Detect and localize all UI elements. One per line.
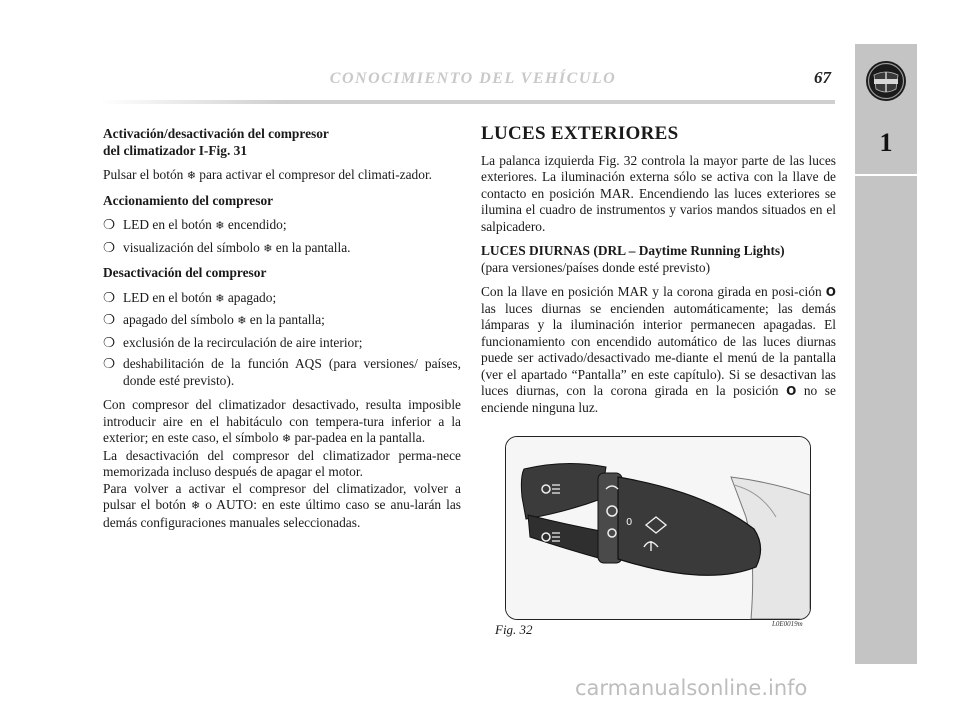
list-item: ❍ visualización del símbolo ❄ en la pantalla. [103, 239, 351, 255]
figure-caption: Fig. 32 [495, 622, 533, 637]
bullet-icon: ❍ [103, 334, 116, 350]
page-number: 67 [814, 68, 831, 87]
watermark: carmanualsonline.info [575, 676, 808, 700]
left-column [103, 126, 461, 539]
header-rule [100, 100, 835, 104]
right-column [481, 123, 836, 424]
off-position-icon: O [825, 285, 836, 299]
section-title: LUCES EXTERIORES [481, 123, 679, 144]
compressor-icon: ❄ [281, 432, 292, 445]
bullet-icon: ❍ [103, 217, 116, 232]
paragraph-drl: Con la llave en posición MAR y la corona girada en posi-ción O las luces diurnas se encienden automáticamente; las demás lámparas y la iluminación interior permanecen apagadas. El funcionamiento con encendido automático de las luces diurnas puede ser activado/desactivado me-diante el menú de la pantalla (ver el apartado “Pantalla” en este capítulo). Si se desactivan las luces diurnas, con la corona girada en la posición O no se enciende ninguna luz. [481, 284, 836, 415]
paragraph-press-button: Pulsar el botón ❄ para activar el compresor del climati-zador. [103, 167, 433, 182]
compressor-icon: ❄ [215, 291, 225, 305]
light-stalk-illustration [506, 437, 810, 619]
list-item: ❍ LED en el botón ❄ apagado; [103, 289, 277, 305]
running-header-title: CONOCIMIENTO DEL VEHÍCULO [329, 70, 617, 87]
paragraph-compressor-off: Con compresor del climatizador desactivado, resulta imposible introducir aire en el habitáculo con tempera-tura inferior a la exterior; en este caso, el símbolo ❄ par-padea en la pantalla. [103, 397, 461, 445]
compressor-icon: ❄ [263, 241, 273, 255]
compressor-icon: ❄ [215, 219, 225, 232]
off-position-icon: O [786, 384, 797, 398]
list-compressor-deactivation [103, 290, 461, 390]
compressor-icon: ❄ [191, 499, 201, 512]
paragraph-exterior-lights: La palanca izquierda Fig. 32 controla la mayor parte de las luces exteriores. La iluminación externa sólo se activa con la llave de contacto en posición MAR. Encendiendo las luces exteriores se ilumina el cuadro de instrumentos y varios mandos situados en el salpicadero. [481, 152, 836, 234]
heading-compressor-deactivation: Desactivación del compresor [103, 265, 267, 280]
compressor-icon: ❄ [186, 169, 196, 182]
chapter-number: 1 [879, 128, 893, 157]
bullet-icon: ❍ [103, 356, 116, 371]
list-item: ❍ apagado del símbolo ❄ en la pantalla; [103, 312, 325, 327]
list-item: ❍ LED en el botón ❄ encendido; [103, 217, 287, 232]
bullet-icon: ❍ [103, 239, 116, 255]
heading-drl: LUCES DIURNAS (DRL – Daytime Running Lights) (para versiones/países donde esté previsto) [481, 243, 785, 275]
list-item: ❍ deshabilitación de la función AQS (para versiones/ países, donde esté previsto). [103, 356, 461, 388]
list-item: ❍ exclusión de la recirculación de aire interior; [103, 334, 363, 350]
figure-code: L0E0019m [772, 620, 803, 628]
heading-compressor-activation: Activación/desactivación del compresor del climatizador I-Fig. 31 [103, 126, 329, 158]
bullet-icon: ❍ [103, 289, 116, 305]
figure-light-stalk [505, 436, 811, 620]
compressor-icon: ❄ [237, 314, 247, 327]
list-compressor-operation [103, 217, 461, 257]
paragraph-memorized: La desactivación del compresor del climatizador perma-nece memorizada incluso después de apagar el motor. [103, 447, 461, 479]
svg-text:0: 0 [626, 517, 633, 528]
heading-compressor-operation: Accionamiento del compresor [103, 192, 274, 208]
paragraph-reactivate: Para volver a activar el compresor del climatizador, volver a pulsar el botón ❄ o AUTO: en este último caso se anu-larán las demás configuraciones manuales seleccionadas. [103, 480, 461, 530]
band-separator [855, 174, 917, 176]
lancia-logo-icon [865, 60, 907, 102]
bullet-icon: ❍ [103, 312, 116, 327]
